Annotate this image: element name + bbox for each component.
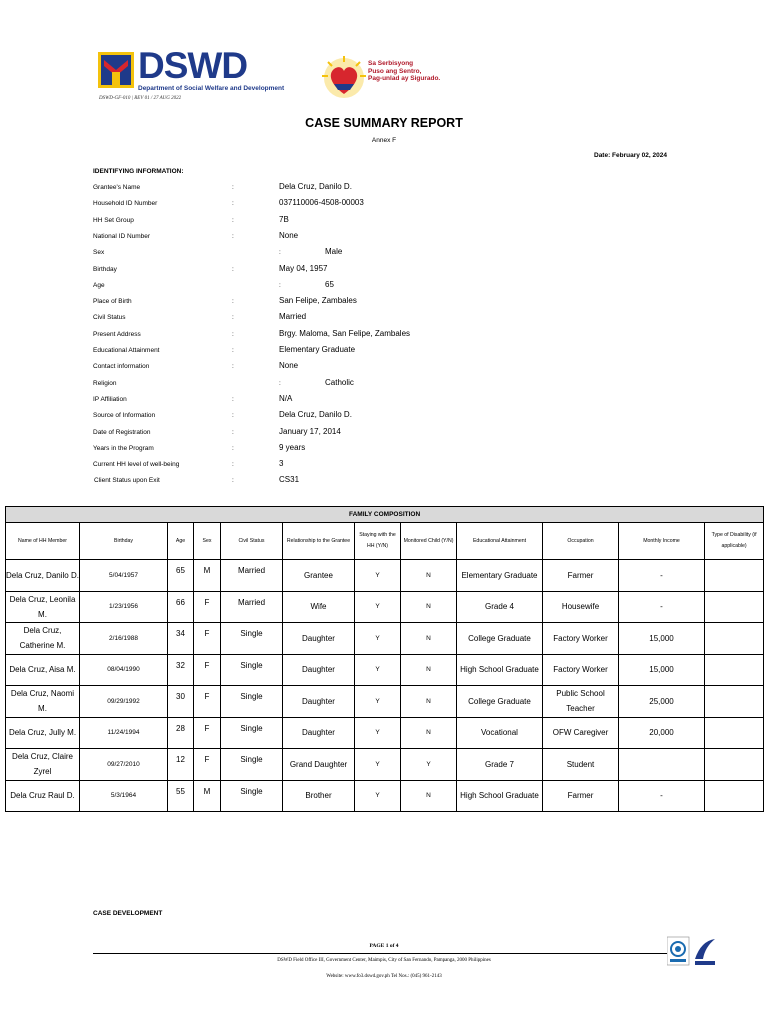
info-value: Catholic bbox=[325, 377, 354, 387]
member-disability bbox=[705, 717, 764, 749]
member-birthday: 5/04/1957 bbox=[80, 560, 168, 592]
info-colon: : bbox=[232, 395, 234, 403]
column-header: Monitored Child (Y/N) bbox=[401, 523, 457, 560]
info-label: Date of Registration bbox=[93, 428, 151, 436]
page-number: PAGE 1 of 4 bbox=[369, 943, 399, 949]
info-colon: : bbox=[232, 363, 234, 371]
member-staying: Y bbox=[355, 686, 401, 718]
report-title: CASE SUMMARY REPORT bbox=[305, 116, 463, 130]
report-date: Date: February 02, 2024 bbox=[594, 152, 667, 159]
member-disability bbox=[705, 749, 764, 781]
member-birthday: 08/04/1990 bbox=[80, 654, 168, 686]
member-monitored: N bbox=[401, 717, 457, 749]
member-relationship: Daughter bbox=[283, 686, 355, 718]
column-header: Relationship to the Grantee bbox=[283, 523, 355, 560]
member-monitored: N bbox=[401, 623, 457, 655]
info-value: Married bbox=[279, 312, 307, 322]
table-row bbox=[6, 623, 764, 655]
info-value: 65 bbox=[325, 279, 334, 289]
member-age: 55 bbox=[168, 780, 194, 812]
info-row bbox=[0, 475, 768, 489]
info-value: May 04, 1957 bbox=[279, 263, 328, 273]
info-label: Grantee's Name bbox=[93, 184, 141, 191]
member-civil-status: Single bbox=[221, 654, 283, 686]
member-disability bbox=[705, 654, 764, 686]
column-header: Type of Disability (if applicable) bbox=[705, 523, 764, 560]
info-row bbox=[0, 459, 768, 473]
member-relationship: Grand Daughter bbox=[283, 749, 355, 781]
dswd-shield-icon bbox=[98, 52, 134, 88]
member-disability bbox=[705, 591, 764, 623]
member-education: College Graduate bbox=[457, 623, 543, 655]
info-value: Elementary Graduate bbox=[279, 345, 356, 354]
info-value: 7B bbox=[279, 214, 289, 224]
info-colon: : bbox=[232, 461, 234, 469]
form-code: DSWD-GF-010 | REV 01 / 27 AUG 2022 bbox=[99, 96, 182, 101]
info-row bbox=[0, 247, 768, 261]
family-composition-title: FAMILY COMPOSITION bbox=[6, 507, 764, 523]
member-sex: F bbox=[194, 591, 221, 623]
info-label: Educational Attainment bbox=[93, 347, 160, 354]
column-header: Birthday bbox=[80, 523, 168, 560]
footer-website: Website: www.fo3.dswd.gov.ph Tel Nos.: (045) 961-2143 bbox=[326, 974, 442, 979]
column-header: Age bbox=[168, 523, 194, 560]
table-row bbox=[6, 717, 764, 749]
info-colon: : bbox=[232, 412, 234, 420]
member-civil-status: Single bbox=[221, 749, 283, 781]
member-relationship: Daughter bbox=[283, 623, 355, 655]
slogan-line-1: Sa Serbisyong bbox=[368, 60, 414, 67]
info-label: IP Affiliation bbox=[93, 395, 127, 403]
certification-logos-icon bbox=[667, 935, 719, 971]
member-staying: Y bbox=[355, 717, 401, 749]
member-age: 66 bbox=[168, 591, 194, 623]
info-colon: : bbox=[232, 184, 234, 191]
family-composition-table bbox=[5, 506, 764, 812]
info-label: HH Set Group bbox=[93, 216, 134, 224]
column-header: Staying with the HH (Y/N) bbox=[355, 523, 401, 560]
member-name: Dela Cruz, Catherine M. bbox=[6, 623, 80, 655]
member-civil-status: Single bbox=[221, 623, 283, 655]
annex-label: Annex F bbox=[371, 137, 397, 144]
member-age: 65 bbox=[168, 560, 194, 592]
info-value: January 17, 2014 bbox=[279, 426, 341, 436]
member-occupation: Factory Worker bbox=[543, 654, 619, 686]
info-label: National ID Number bbox=[93, 232, 151, 240]
member-age: 28 bbox=[168, 717, 194, 749]
info-label: Current HH level of well-being bbox=[93, 461, 180, 469]
table-row bbox=[6, 780, 764, 812]
family-table-body bbox=[6, 560, 764, 812]
info-label: Present Address bbox=[93, 330, 141, 338]
info-label: Years in the Program bbox=[93, 444, 154, 452]
member-education: Grade 7 bbox=[457, 749, 543, 781]
member-income: 25,000 bbox=[619, 686, 705, 718]
info-value: San Felipe, Zambales bbox=[279, 296, 357, 306]
member-occupation: Farmer bbox=[543, 560, 619, 592]
info-label: Age bbox=[93, 281, 105, 289]
column-header: Occupation bbox=[543, 523, 619, 560]
info-label: Source of Information bbox=[93, 412, 156, 420]
member-staying: Y bbox=[355, 623, 401, 655]
table-row bbox=[6, 591, 764, 623]
info-colon: : bbox=[232, 265, 234, 273]
info-row bbox=[0, 312, 768, 326]
info-row bbox=[0, 280, 768, 294]
member-income bbox=[619, 749, 705, 781]
table-row bbox=[6, 654, 764, 686]
info-colon: : bbox=[232, 232, 234, 240]
member-staying: Y bbox=[355, 654, 401, 686]
info-row bbox=[0, 329, 768, 343]
footer-address: DSWD Field Office III, Government Center, Maimpis, City of San Fernando, Pampanga, 2000 Philippines bbox=[277, 958, 491, 963]
member-birthday: 2/16/1988 bbox=[80, 623, 168, 655]
member-staying: Y bbox=[355, 560, 401, 592]
member-sex: F bbox=[194, 717, 221, 749]
member-name: Dela Cruz, Claire Zyrel bbox=[6, 749, 80, 781]
member-education: High School Graduate bbox=[457, 780, 543, 812]
member-income: 15,000 bbox=[619, 623, 705, 655]
info-row bbox=[0, 427, 768, 441]
member-birthday: 5/3/1964 bbox=[80, 780, 168, 812]
info-row bbox=[0, 231, 768, 245]
member-sex: M bbox=[194, 780, 221, 812]
member-education: Elementary Graduate bbox=[457, 560, 543, 592]
member-occupation: Factory Worker bbox=[543, 623, 619, 655]
member-education: High School Graduate bbox=[457, 654, 543, 686]
member-education: College Graduate bbox=[457, 686, 543, 718]
info-row bbox=[0, 394, 768, 408]
member-civil-status: Married bbox=[221, 591, 283, 623]
column-header: Monthly Income bbox=[619, 523, 705, 560]
member-disability bbox=[705, 560, 764, 592]
member-disability bbox=[705, 623, 764, 655]
member-birthday: 1/23/1956 bbox=[80, 591, 168, 623]
member-relationship: Daughter bbox=[283, 717, 355, 749]
slogan-line-3: Pag-unlad ay Sigurado. bbox=[368, 75, 441, 82]
member-occupation: Student bbox=[543, 749, 619, 781]
member-birthday: 11/24/1994 bbox=[80, 717, 168, 749]
agency-name: DSWD bbox=[138, 45, 248, 86]
info-colon: : bbox=[232, 477, 234, 485]
info-row bbox=[0, 345, 768, 359]
info-row bbox=[0, 182, 768, 196]
info-colon: : bbox=[279, 379, 281, 387]
member-occupation: Housewife bbox=[543, 591, 619, 623]
info-colon: : bbox=[232, 428, 234, 436]
member-age: 12 bbox=[168, 749, 194, 781]
column-header: Educational Attainment bbox=[457, 523, 543, 560]
info-value: Dela Cruz, Danilo D. bbox=[279, 182, 352, 191]
info-value: 037110006-4508-00003 bbox=[279, 198, 364, 208]
info-row bbox=[0, 215, 768, 229]
member-age: 32 bbox=[168, 654, 194, 686]
member-disability bbox=[705, 780, 764, 812]
info-value: N/A bbox=[279, 393, 293, 403]
member-name: Dela Cruz, Leonila M. bbox=[6, 591, 80, 623]
info-colon: : bbox=[232, 330, 234, 338]
member-occupation: Public School Teacher bbox=[543, 686, 619, 718]
member-education: Vocational bbox=[457, 717, 543, 749]
member-income: 15,000 bbox=[619, 654, 705, 686]
member-sex: F bbox=[194, 686, 221, 718]
member-relationship: Daughter bbox=[283, 654, 355, 686]
column-header: Sex bbox=[194, 523, 221, 560]
member-civil-status: Single bbox=[221, 686, 283, 718]
info-label: Place of Birth bbox=[93, 298, 132, 306]
member-relationship: Grantee bbox=[283, 560, 355, 592]
info-row bbox=[0, 361, 768, 375]
member-monitored: Y bbox=[401, 749, 457, 781]
table-row bbox=[6, 686, 764, 718]
member-civil-status: Married bbox=[221, 560, 283, 592]
identifying-heading: IDENTIFYING INFORMATION: bbox=[93, 168, 184, 175]
member-staying: Y bbox=[355, 591, 401, 623]
member-birthday: 09/29/1992 bbox=[80, 686, 168, 718]
member-relationship: Brother bbox=[283, 780, 355, 812]
info-label: Civil Status bbox=[93, 314, 126, 322]
member-age: 34 bbox=[168, 623, 194, 655]
member-relationship: Wife bbox=[283, 591, 355, 623]
member-sex: F bbox=[194, 623, 221, 655]
member-sex: M bbox=[194, 560, 221, 592]
member-age: 30 bbox=[168, 686, 194, 718]
info-label: Client Status upon Exit bbox=[94, 477, 160, 485]
member-staying: Y bbox=[355, 780, 401, 812]
info-label: Contact information bbox=[93, 363, 150, 371]
info-label: Religion bbox=[93, 379, 117, 387]
info-row bbox=[0, 198, 768, 212]
info-label: Birthday bbox=[93, 265, 117, 273]
member-monitored: N bbox=[401, 686, 457, 718]
info-row bbox=[0, 410, 768, 424]
member-occupation: Farmer bbox=[543, 780, 619, 812]
info-value: 9 years bbox=[279, 442, 306, 452]
info-value: 3 bbox=[279, 459, 284, 469]
member-occupation: OFW Caregiver bbox=[543, 717, 619, 749]
info-row bbox=[0, 443, 768, 457]
member-name: Dela Cruz, Danilo D. bbox=[6, 560, 80, 592]
info-colon: : bbox=[232, 444, 234, 452]
info-row bbox=[0, 378, 768, 392]
slogan-line-2: Puso ang Sentro, bbox=[368, 67, 422, 75]
member-income: - bbox=[619, 591, 705, 623]
info-colon: : bbox=[232, 314, 234, 322]
info-value: Male bbox=[325, 247, 343, 257]
member-civil-status: Single bbox=[221, 780, 283, 812]
info-label: Household ID Number bbox=[93, 200, 158, 208]
family-table-header-row bbox=[6, 523, 764, 560]
member-sex: F bbox=[194, 654, 221, 686]
member-monitored: N bbox=[401, 591, 457, 623]
department-name: Department of Social Welfare and Development bbox=[138, 85, 285, 92]
info-colon: : bbox=[232, 200, 234, 208]
member-monitored: N bbox=[401, 780, 457, 812]
member-monitored: N bbox=[401, 654, 457, 686]
slogan bbox=[368, 60, 440, 83]
member-birthday: 09/27/2010 bbox=[80, 749, 168, 781]
column-header: Name of HH Member bbox=[6, 523, 80, 560]
member-income: 20,000 bbox=[619, 717, 705, 749]
column-header: Civil Status bbox=[221, 523, 283, 560]
info-row bbox=[0, 264, 768, 278]
info-value: CS31 bbox=[279, 475, 300, 485]
case-development-heading: CASE DEVELOPMENT bbox=[93, 910, 163, 917]
member-name: Dela Cruz, Naomi M. bbox=[6, 686, 80, 718]
member-name: Dela Cruz Raul D. bbox=[6, 780, 80, 812]
info-label: Sex bbox=[93, 249, 105, 257]
member-name: Dela Cruz, Jully M. bbox=[6, 717, 80, 749]
member-monitored: N bbox=[401, 560, 457, 592]
info-value: Dela Cruz, Danilo D. bbox=[279, 410, 352, 420]
info-colon: : bbox=[279, 249, 281, 257]
member-income: - bbox=[619, 560, 705, 592]
member-education: Grade 4 bbox=[457, 591, 543, 623]
info-colon: : bbox=[232, 216, 234, 224]
footer-divider bbox=[93, 953, 675, 954]
member-income: - bbox=[619, 780, 705, 812]
table-row bbox=[6, 749, 764, 781]
info-colon: : bbox=[232, 298, 234, 306]
info-value: Brgy. Maloma, San Felipe, Zambales bbox=[279, 328, 411, 338]
member-sex: F bbox=[194, 749, 221, 781]
member-disability bbox=[705, 686, 764, 718]
member-name: Dela Cruz, Aisa M. bbox=[6, 654, 80, 686]
info-row bbox=[0, 296, 768, 310]
member-civil-status: Single bbox=[221, 717, 283, 749]
info-value: None bbox=[279, 361, 299, 371]
info-colon: : bbox=[232, 347, 234, 354]
member-staying: Y bbox=[355, 749, 401, 781]
info-value: None bbox=[279, 230, 299, 240]
table-row bbox=[6, 560, 764, 592]
info-colon: : bbox=[279, 281, 281, 289]
